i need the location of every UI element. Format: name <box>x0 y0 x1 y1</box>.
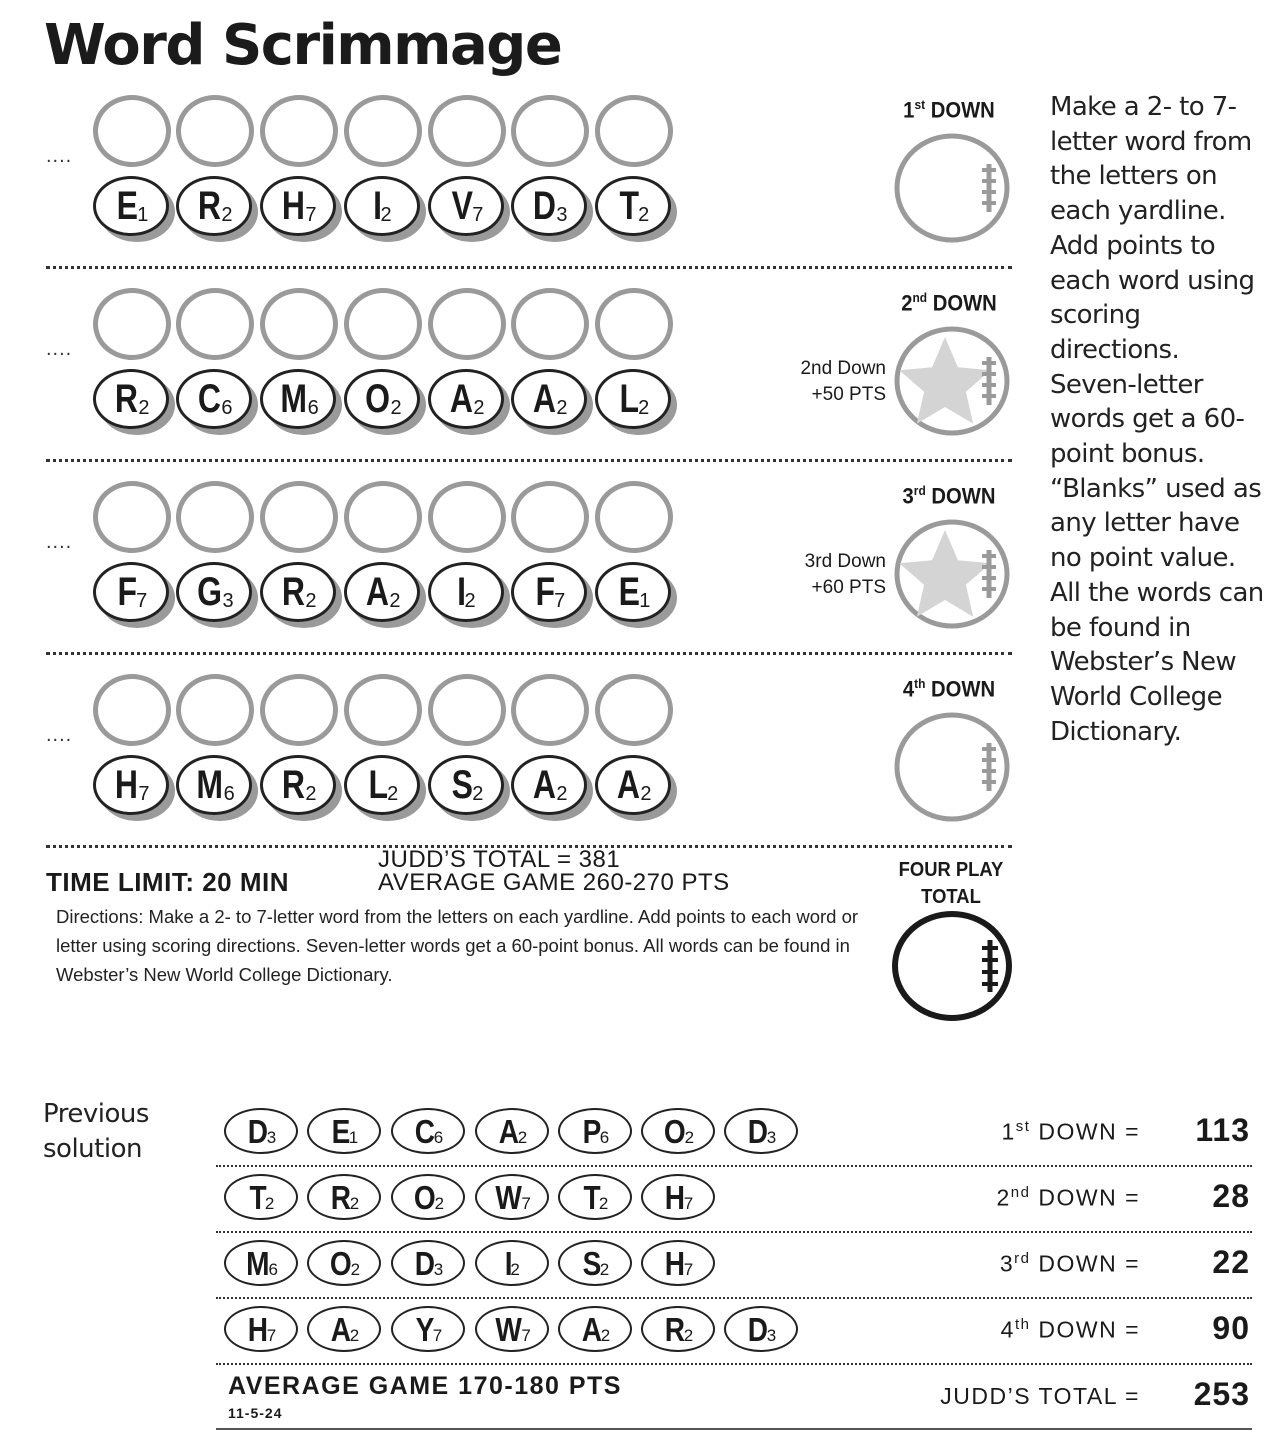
tile-letter: O <box>329 1244 352 1282</box>
tile-points: 1 <box>348 1128 359 1147</box>
tile-letter: H <box>664 1244 685 1282</box>
tile-points: 2 <box>510 1260 520 1279</box>
tile-points: 3 <box>766 1128 777 1147</box>
tile-letter: C <box>198 377 222 421</box>
answer-slot[interactable] <box>260 288 338 360</box>
tile-points: 7 <box>305 204 317 226</box>
yardline-divider <box>46 652 1012 655</box>
tile-points: 6 <box>268 1260 278 1279</box>
answer-slot[interactable] <box>344 288 422 360</box>
solution-down-score: 90 <box>1212 1310 1250 1346</box>
tile-points: 7 <box>521 1194 531 1213</box>
four-play-line2: TOTAL <box>921 886 981 908</box>
solution-tile <box>391 1306 465 1352</box>
answer-slot[interactable] <box>344 481 422 553</box>
letter-tile[interactable] <box>93 369 169 429</box>
row-marker: .... <box>46 145 73 167</box>
solution-divider <box>216 1231 1252 1233</box>
tile-points: 7 <box>266 1326 277 1345</box>
solution-average-game: AVERAGE GAME 170-180 PTS <box>228 1372 622 1400</box>
tile-points: 2 <box>305 783 317 805</box>
answer-slot[interactable] <box>511 95 589 167</box>
letter-tile[interactable] <box>344 369 420 429</box>
answer-slot[interactable] <box>344 674 422 746</box>
tile-letter: H <box>115 763 139 807</box>
answer-slot[interactable] <box>176 95 254 167</box>
solution-tile <box>558 1306 632 1352</box>
tile-points: 7 <box>138 783 150 805</box>
solution-tile <box>391 1174 465 1220</box>
solution-tile <box>307 1108 381 1154</box>
answer-slot[interactable] <box>595 674 673 746</box>
football-score-icon[interactable] <box>893 132 1011 244</box>
tile-points: 2 <box>380 204 392 226</box>
tile-letter: D <box>747 1112 768 1150</box>
solution-down-label: 2nd DOWN = <box>996 1184 1140 1211</box>
time-limit: TIME LIMIT: 20 MIN <box>46 867 289 897</box>
tile-points: 2 <box>138 397 150 419</box>
tile-letter: O <box>413 1178 436 1216</box>
tile-letter: D <box>247 1112 268 1150</box>
tile-letter: H <box>282 184 306 228</box>
tile-letter: O <box>663 1112 686 1150</box>
bonus-line1: 3rd Down <box>804 551 886 572</box>
tile-letter: P <box>582 1112 602 1150</box>
solution-down-label: 4th DOWN = <box>1000 1316 1140 1343</box>
tile-letter: D <box>533 184 557 228</box>
tile-points: 3 <box>556 204 568 226</box>
tile-letter: A <box>330 1310 351 1348</box>
letter-tile[interactable] <box>344 562 420 622</box>
answer-slot[interactable] <box>428 481 506 553</box>
down-label: 4th DOWN <box>902 676 996 702</box>
letter-tile[interactable] <box>176 369 252 429</box>
bonus-line2: +60 PTS <box>811 577 886 598</box>
tile-letter: W <box>495 1178 523 1216</box>
tile-letter: C <box>414 1112 435 1150</box>
answer-slot[interactable] <box>260 674 338 746</box>
letter-tile[interactable] <box>595 755 671 815</box>
letter-tile[interactable] <box>176 755 252 815</box>
solution-tile <box>224 1306 298 1352</box>
letter-tile[interactable] <box>428 176 504 236</box>
solution-tile <box>475 1174 549 1220</box>
tile-letter: S <box>582 1244 602 1282</box>
letter-tile[interactable] <box>344 755 420 815</box>
tile-points: 6 <box>221 397 233 419</box>
answer-slot[interactable] <box>511 674 589 746</box>
tile-points: 2 <box>640 783 652 805</box>
page-title: Word Scrimmage <box>44 13 562 78</box>
tile-points: 7 <box>554 590 566 612</box>
instructions-text: Make a 2- to 7-letter word from the letters on each yardline. Add points to each word using scoring directions. Seven-letter words get a 60-point bonus. “Blanks” used as any letter have no point value. All the words can be found in Webster’s New World College Dictionary. <box>1050 92 1264 747</box>
average-game: AVERAGE GAME 260-270 PTS <box>378 869 730 896</box>
tile-points: 2 <box>472 783 484 805</box>
yardline-divider <box>46 459 1012 462</box>
answer-slot[interactable] <box>595 95 673 167</box>
tile-letter: D <box>747 1310 768 1348</box>
tile-points: 6 <box>307 397 319 419</box>
letter-tile[interactable] <box>595 562 671 622</box>
tile-letter: A <box>533 763 557 807</box>
solution-tile <box>224 1174 298 1220</box>
letter-tile[interactable] <box>428 369 504 429</box>
tile-letter: A <box>498 1112 519 1150</box>
tile-letter: R <box>282 763 306 807</box>
tile-points: 7 <box>136 590 148 612</box>
answer-slot[interactable] <box>595 481 673 553</box>
solution-tile <box>307 1174 381 1220</box>
solution-tile <box>641 1306 715 1352</box>
tile-letter: E <box>331 1112 351 1150</box>
solution-tile <box>391 1108 465 1154</box>
tile-points: 2 <box>387 783 399 805</box>
solution-down-score: 22 <box>1212 1244 1250 1280</box>
tile-letter: S <box>451 763 473 807</box>
answer-slot[interactable] <box>260 95 338 167</box>
solution-tile <box>558 1240 632 1286</box>
tile-letter: V <box>451 184 473 228</box>
tile-letter: L <box>619 377 639 421</box>
letter-tile[interactable] <box>344 176 420 236</box>
tile-points: 2 <box>305 590 317 612</box>
tile-points: 2 <box>349 1326 360 1345</box>
letter-tile[interactable] <box>511 176 587 236</box>
tile-letter: I <box>457 570 467 614</box>
solution-down-score: 113 <box>1195 1112 1250 1148</box>
answer-slot[interactable] <box>428 674 506 746</box>
row-marker: .... <box>46 531 73 553</box>
answer-slot[interactable] <box>93 288 171 360</box>
row-marker: .... <box>46 724 73 746</box>
tile-points: 7 <box>683 1260 694 1279</box>
answer-slot[interactable] <box>511 288 589 360</box>
letter-tile[interactable] <box>511 755 587 815</box>
down-label: 1st DOWN <box>903 97 995 123</box>
solution-judd-total-label: JUDD’S TOTAL = <box>940 1383 1140 1409</box>
answer-slot[interactable] <box>595 288 673 360</box>
answer-slot[interactable] <box>176 481 254 553</box>
tile-letter: A <box>533 377 557 421</box>
letter-tile[interactable] <box>428 562 504 622</box>
tile-points: 3 <box>222 590 234 612</box>
letter-tile[interactable] <box>595 176 671 236</box>
letter-tile[interactable] <box>511 369 587 429</box>
directions-text: Directions: Make a 2- to 7-letter word from the letters on each yardline. Add points to each word or letter using scoring directions. Seven-letter words get a 60-point bonus. All words can be found in Webster’s New World College Dictionary. <box>56 906 859 985</box>
letter-tile[interactable] <box>511 562 587 622</box>
tile-letter: R <box>198 184 222 228</box>
tile-points: 2 <box>389 590 401 612</box>
answer-slot[interactable] <box>511 481 589 553</box>
tile-letter: H <box>247 1310 268 1348</box>
solution-tile <box>391 1240 465 1286</box>
previous-solution-line2: solution <box>43 1134 142 1164</box>
previous-solution-line1: Previous <box>43 1099 149 1129</box>
football-score-icon[interactable] <box>893 325 1011 437</box>
previous-solution-label <box>43 1097 149 1167</box>
tile-points: 2 <box>464 590 476 612</box>
tile-points: 2 <box>556 783 568 805</box>
four-play-total-football-icon[interactable] <box>890 910 1014 1026</box>
solution-tile <box>558 1174 632 1220</box>
solution-judd-total-value: 253 <box>1193 1376 1250 1412</box>
answer-slot[interactable] <box>428 95 506 167</box>
tile-letter: A <box>581 1310 602 1348</box>
tile-points: 2 <box>349 1194 360 1213</box>
tile-points: 2 <box>683 1326 694 1345</box>
solution-down-label: 3rd DOWN = <box>999 1250 1140 1277</box>
tile-points: 3 <box>433 1260 444 1279</box>
judd-total: JUDD’S TOTAL = 381 <box>378 846 621 873</box>
tile-points: 2 <box>434 1194 445 1213</box>
tile-letter: R <box>664 1310 685 1348</box>
down-label: 2nd DOWN <box>901 290 997 316</box>
letter-tile[interactable] <box>93 755 169 815</box>
letter-tile[interactable] <box>260 562 336 622</box>
solution-date: 11-5-24 <box>228 1405 283 1421</box>
bonus-line2: +50 PTS <box>811 384 886 405</box>
yardline-divider <box>46 266 1012 269</box>
tile-points: 2 <box>473 397 485 419</box>
down-bonus <box>776 356 886 408</box>
tile-points: 2 <box>598 1194 609 1213</box>
letter-tile[interactable] <box>93 562 169 622</box>
solution-tile <box>307 1306 381 1352</box>
solution-divider <box>216 1297 1252 1299</box>
tile-points: 6 <box>599 1128 610 1147</box>
tile-letter: H <box>664 1178 685 1216</box>
solution-tile <box>475 1108 549 1154</box>
letter-tile[interactable] <box>428 755 504 815</box>
letter-tile[interactable] <box>176 176 252 236</box>
solution-tile <box>224 1108 298 1154</box>
tile-letter: T <box>249 1178 267 1216</box>
solution-tile <box>475 1240 549 1286</box>
answer-slot[interactable] <box>344 95 422 167</box>
letter-tile[interactable] <box>595 369 671 429</box>
solution-down-score: 28 <box>1212 1178 1250 1214</box>
answer-slot[interactable] <box>176 288 254 360</box>
tile-letter: R <box>330 1178 351 1216</box>
tile-letter: E <box>618 570 640 614</box>
tile-points: 2 <box>638 397 650 419</box>
solution-divider <box>216 1165 1252 1167</box>
answer-slot[interactable] <box>428 288 506 360</box>
tile-points: 3 <box>766 1326 777 1345</box>
letter-tile[interactable] <box>260 176 336 236</box>
solution-tile <box>724 1108 798 1154</box>
tile-points: 2 <box>390 397 402 419</box>
tile-letter: M <box>246 1244 270 1282</box>
tile-letter: A <box>450 377 474 421</box>
letter-tile[interactable] <box>93 176 169 236</box>
solution-tile <box>475 1306 549 1352</box>
tile-letter: A <box>366 570 390 614</box>
solution-down-label: 1st DOWN = <box>1001 1118 1140 1145</box>
football-score-icon[interactable] <box>893 711 1011 823</box>
bonus-line1: 2nd Down <box>800 358 886 379</box>
tile-points: 1 <box>137 204 149 226</box>
letter-tile[interactable] <box>260 369 336 429</box>
tile-points: 2 <box>684 1128 695 1147</box>
tile-letter: Y <box>415 1310 435 1348</box>
tile-letter: I <box>504 1244 513 1282</box>
solution-tile <box>307 1240 381 1286</box>
solution-tile <box>641 1174 715 1220</box>
four-play-line1: FOUR PLAY <box>898 859 1004 881</box>
tile-points: 7 <box>432 1326 443 1345</box>
tile-points: 2 <box>517 1128 528 1147</box>
tile-letter: A <box>617 763 641 807</box>
tile-points: 6 <box>433 1128 444 1147</box>
tile-letter: T <box>583 1178 601 1216</box>
solution-tile <box>558 1108 632 1154</box>
tile-letter: F <box>535 570 555 614</box>
tile-letter: G <box>197 570 223 614</box>
tile-letter: T <box>619 184 639 228</box>
solution-bottom-rule <box>216 1428 1252 1430</box>
solution-tile <box>724 1306 798 1352</box>
tile-points: 7 <box>521 1326 531 1345</box>
tile-letter: M <box>280 377 308 421</box>
tile-letter: M <box>196 763 224 807</box>
tile-points: 2 <box>599 1260 610 1279</box>
row-marker: .... <box>46 338 73 360</box>
tile-points: 2 <box>600 1326 611 1345</box>
solution-tile <box>641 1240 715 1286</box>
tile-letter: I <box>373 184 383 228</box>
solution-tile <box>641 1108 715 1154</box>
four-play-total-label <box>884 857 1018 911</box>
tile-letter: R <box>115 377 139 421</box>
down-bonus <box>776 549 886 601</box>
answer-slot[interactable] <box>176 674 254 746</box>
answer-slot[interactable] <box>93 95 171 167</box>
letter-tile[interactable] <box>176 562 252 622</box>
tile-points: 2 <box>221 204 233 226</box>
tile-letter: R <box>282 570 306 614</box>
tile-points: 3 <box>266 1128 277 1147</box>
tile-points: 2 <box>264 1194 275 1213</box>
tile-points: 2 <box>638 204 650 226</box>
tile-points: 7 <box>472 204 484 226</box>
solution-divider <box>216 1363 1252 1365</box>
tile-letter: O <box>365 377 391 421</box>
letter-tile[interactable] <box>260 755 336 815</box>
tile-letter: W <box>495 1310 523 1348</box>
tile-letter: E <box>116 184 138 228</box>
down-label: 3rd DOWN <box>902 483 996 509</box>
tile-points: 2 <box>350 1260 361 1279</box>
answer-slot[interactable] <box>93 481 171 553</box>
tile-letter: D <box>414 1244 435 1282</box>
answer-slot[interactable] <box>93 674 171 746</box>
solution-tile <box>224 1240 298 1286</box>
tile-points: 6 <box>223 783 235 805</box>
tile-letter: F <box>117 570 137 614</box>
answer-slot[interactable] <box>260 481 338 553</box>
tile-points: 2 <box>556 397 568 419</box>
football-score-icon[interactable] <box>893 518 1011 630</box>
tile-points: 7 <box>683 1194 694 1213</box>
tile-points: 1 <box>639 590 651 612</box>
tile-letter: L <box>368 763 388 807</box>
